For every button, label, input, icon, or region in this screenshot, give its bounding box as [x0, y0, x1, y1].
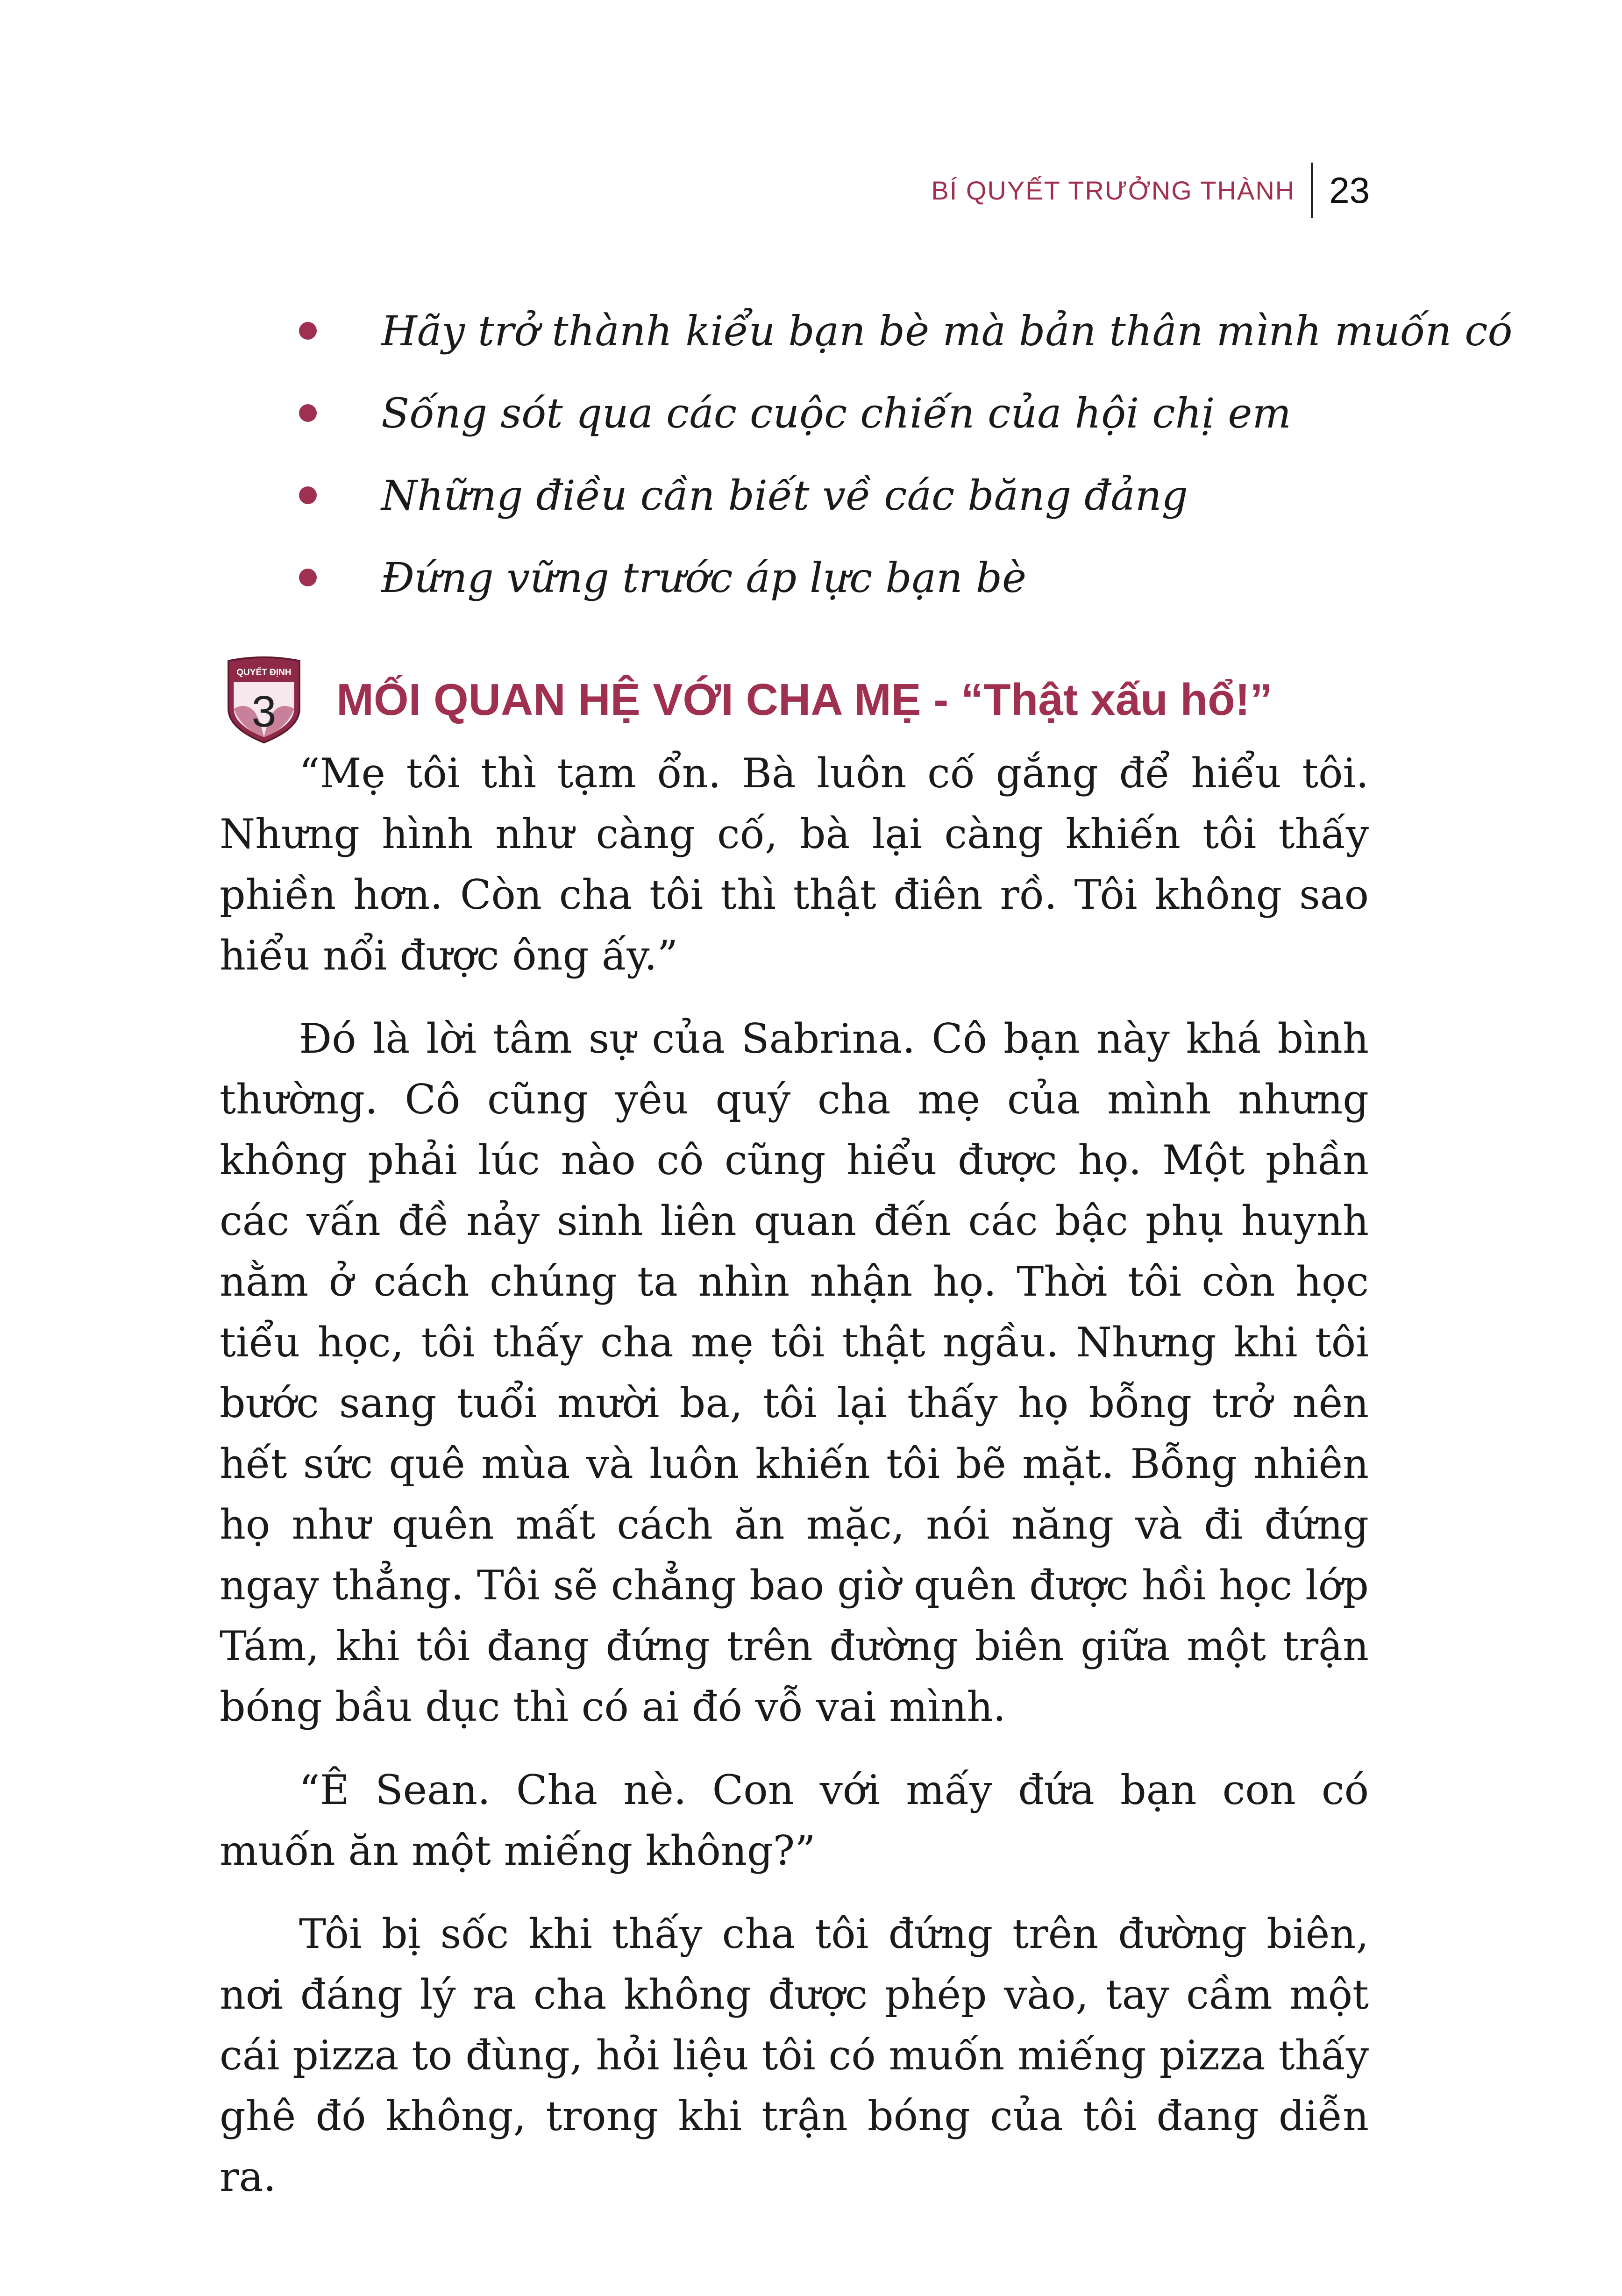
- paragraph: “Mẹ tôi thì tạm ổn. Bà luôn cố gắng để hiểu tôi. Nhưng hình như càng cố, bà lại càng khiến tôi thấy phiền hơn. Còn cha tôi thì thật điên rồ. Tôi không sao hiểu nổi được ông ấy.”: [220, 749, 1369, 979]
- badge-label: QUYẾT ĐỊNH: [236, 667, 292, 677]
- bullet-list: [299, 290, 1513, 619]
- list-item: [299, 454, 1369, 536]
- bullet-icon: [299, 486, 317, 504]
- running-header: [931, 160, 1370, 221]
- page-number: 23: [1329, 169, 1370, 211]
- paragraph: “Ê Sean. Cha nè. Con với mấy đứa bạn con có muốn ăn một miếng không?”: [220, 1766, 1369, 1875]
- section-heading: [220, 653, 1373, 747]
- body-text: [220, 743, 1369, 2230]
- list-item: [299, 536, 1369, 619]
- bullet-text: Đứng vững trước áp lực bạn bè: [381, 553, 1027, 602]
- paragraph: Tôi bị sốc khi thấy cha tôi đứng trên đường biên, nơi đáng lý ra cha không được phép vào, tay cầm một cái pizza to đùng, hỏi liệu tôi có muốn miếng pizza thấy ghê đó không, trong khi trận bóng của tôi đang diễn ra.: [220, 1910, 1369, 2201]
- list-item: [299, 290, 1513, 372]
- paragraph: Đó là lời tâm sự của Sabrina. Cô bạn này khá bình thường. Cô cũng yêu quý cha mẹ của mình nhưng không phải lúc nào cô cũng hiểu được họ. Một phần các vấn đề nảy sinh liên quan đến các bậc phụ huynh nằm ở cách chúng ta nhìn nhận họ. Thời tôi còn học tiểu học, tôi thấy cha mẹ tôi thật ngầu. Nhưng khi tôi bước sang tuổi mười ba, tôi lại thấy họ bỗng trở nên hết sức quê mùa và luôn khiến tôi bẽ mặt. Bỗng nhiên họ như quên mất cách ăn mặc, nói năng và đi đứng ngay thẳng. Tôi sẽ chẳng bao giờ quên được hồi học lớp Tám, khi tôi đang đứng trên đường biên giữa một trận bóng bầu dục thì có ai đó vỗ vai mình.: [220, 1015, 1369, 1731]
- running-title: BÍ QUYẾT TRƯỞNG THÀNH: [931, 175, 1295, 205]
- bullet-icon: [299, 404, 317, 422]
- badge-number: 3: [251, 687, 277, 736]
- section-title: MỐI QUAN HỆ VỚI CHA MẸ - “Thật xấu hổ!”: [336, 675, 1273, 725]
- decision-badge-icon: [220, 656, 308, 744]
- bullet-icon: [299, 569, 317, 586]
- bullet-text: Hãy trở thành kiểu bạn bè mà bản thân mình muốn có: [381, 307, 1513, 355]
- bullet-icon: [299, 322, 317, 340]
- list-item: [299, 372, 1369, 454]
- bullet-text: Sống sót qua các cuộc chiến của hội chị em: [381, 389, 1291, 437]
- bullet-text: Những điều cần biết về các băng đảng: [381, 471, 1188, 520]
